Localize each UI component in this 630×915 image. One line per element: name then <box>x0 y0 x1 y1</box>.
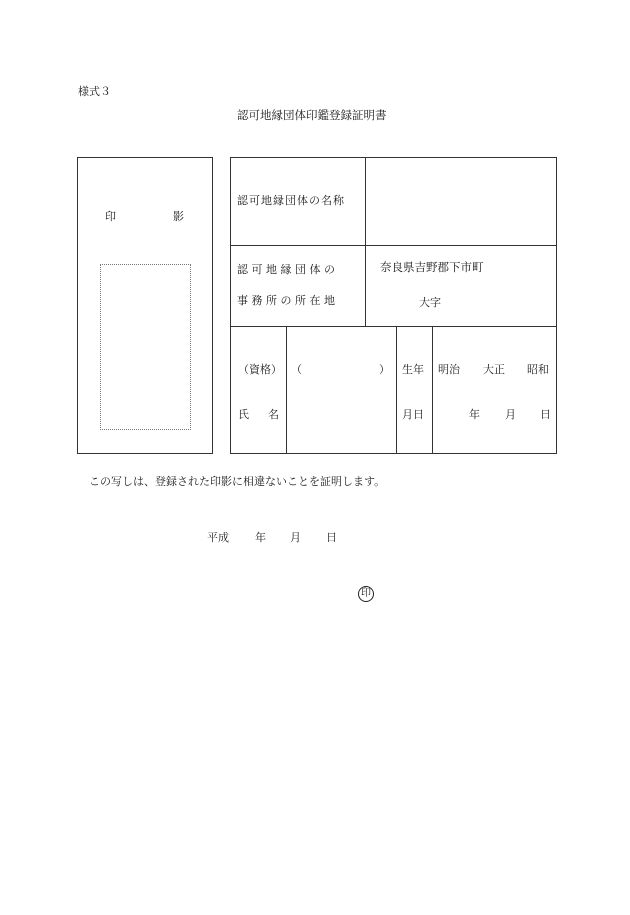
seal-stamp-area[interactable] <box>100 264 191 430</box>
office-address-value-line2[interactable]: 大字 <box>419 296 441 309</box>
qualification-paren-open: （ <box>291 363 302 376</box>
birth-date-label-2: 月日 <box>402 408 424 421</box>
era-meiji[interactable]: 明治 <box>438 363 460 376</box>
person-name-label-2: 名 <box>268 408 279 421</box>
birth-day-unit: 日 <box>540 408 551 421</box>
col-divider-label <box>365 157 366 327</box>
office-address-label-line1: 認 可 地 縁 団 体 の <box>237 263 335 276</box>
qualification-label: （資格） <box>238 363 282 376</box>
row-divider-2 <box>230 326 557 327</box>
birth-year-unit: 年 <box>469 408 480 421</box>
office-address-value-line1[interactable]: 奈良県吉野郡下市町 <box>380 260 484 274</box>
qualification-paren-close: ） <box>379 363 390 376</box>
col-divider-qualification <box>286 326 287 454</box>
page-title: 認可地縁団体印鑑登録証明書 <box>237 108 387 122</box>
issue-date-day: 日 <box>326 531 337 544</box>
certification-text: この写しは、登録された印影に相違ないことを証明します。 <box>89 475 386 488</box>
birth-date-label-1: 生年 <box>402 363 424 376</box>
organization-name-label: 認可地縁団体の名称 <box>237 194 345 207</box>
issue-date-month: 月 <box>290 531 301 544</box>
era-taisho[interactable]: 大正 <box>483 363 505 376</box>
seal-label-right: 影 <box>173 210 184 223</box>
era-showa[interactable]: 昭和 <box>527 363 549 376</box>
office-address-label-line2: 事 務 所 の 所 在 地 <box>237 294 335 307</box>
row-divider-1 <box>230 245 557 246</box>
form-label: 様式３ <box>78 85 111 98</box>
issue-date-year: 年 <box>255 531 266 544</box>
person-name-label-1: 氏 <box>238 408 249 421</box>
col-divider-person <box>396 326 397 454</box>
col-divider-birth <box>432 326 433 454</box>
official-seal-icon: 印 <box>358 586 374 602</box>
birth-month-unit: 月 <box>505 408 516 421</box>
issue-date-era: 平成 <box>207 531 229 544</box>
seal-label-left: 印 <box>105 210 116 223</box>
